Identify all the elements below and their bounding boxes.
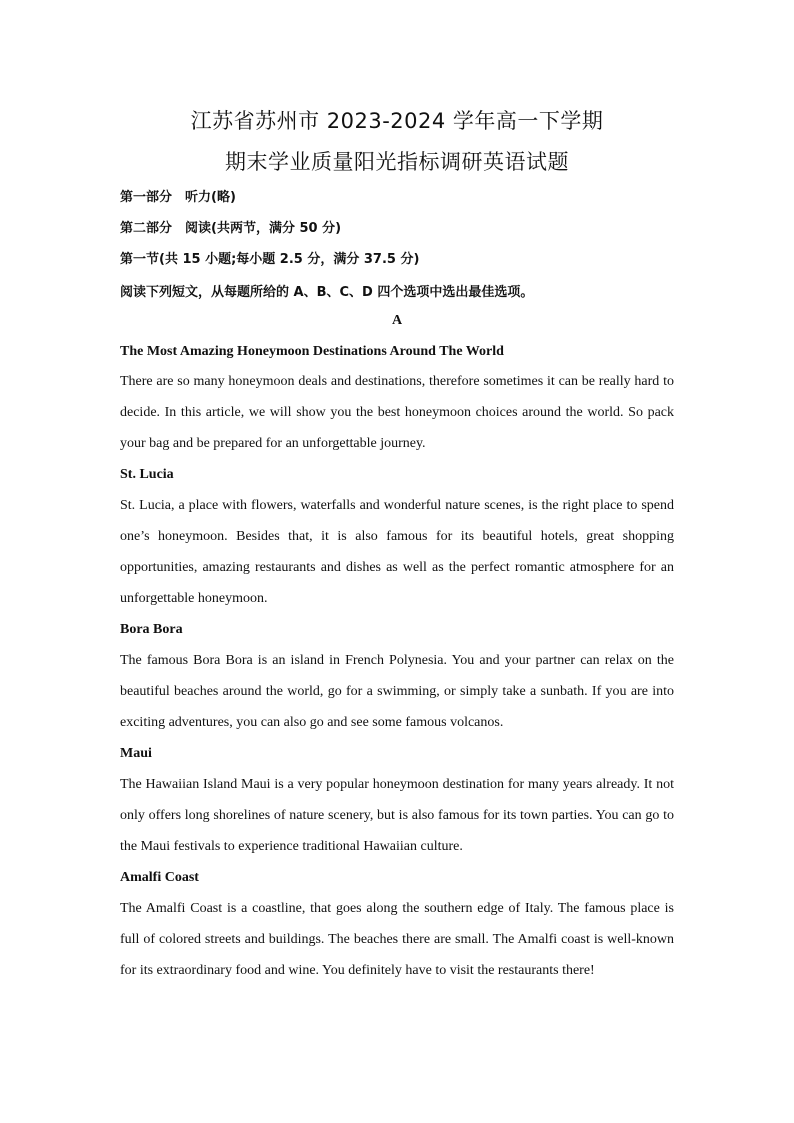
passage-intro: There are so many honeymoon deals and destinations, therefore sometimes it can be really hard to decide. In this article, we will show you the best honeymoon choices around the world. So pack your bag and be prepared for an unforgettable journey. bbox=[120, 374, 674, 451]
destination-heading: St. Lucia bbox=[120, 467, 174, 482]
exam-title-line1: 江苏省苏州市 2023-2024 学年高一下学期 bbox=[190, 109, 604, 133]
destination-text: The Amalfi Coast is a coastline, that goes along the southern edge of Italy. The famous place is full of colored streets and buildings. The beaches there are small. The Amalfi coast is well-known for its extraordinary food and wine. You definitely have to visit the restaurants there! bbox=[120, 901, 674, 978]
destination-heading: Amalfi Coast bbox=[120, 870, 199, 885]
part2-heading: 第二部分 阅读(共两节，满分 50 分) bbox=[120, 221, 342, 236]
destination-heading: Maui bbox=[120, 746, 152, 761]
passage-title: The Most Amazing Honeymoon Destinations Around The World bbox=[120, 344, 504, 359]
destination-heading: Bora Bora bbox=[120, 622, 183, 637]
passage-body bbox=[120, 366, 674, 986]
section1-heading: 第一节(共 15 小题;每小题 2.5 分，满分 37.5 分) bbox=[120, 252, 420, 267]
destination-text: St. Lucia, a place with flowers, waterfalls and wonderful nature scenes, is the right place to spend one’s honeymoon. Besides that, it is also famous for its beautiful hotels, great shopping opportunities, amazing restaurants and dishes as well as the perfect romantic atmosphere for an unforgettable honeymoon. bbox=[120, 498, 674, 606]
exam-title-line2: 期末学业质量阳光指标调研英语试题 bbox=[225, 150, 569, 174]
destination-text: The Hawaiian Island Maui is a very popular honeymoon destination for many years already. It not only offers long shorelines of nature scenery, but is also famous for its town parties. You can go to the Maui festivals to experience traditional Hawaiian culture. bbox=[120, 777, 674, 854]
passage-letter: A bbox=[391, 313, 403, 328]
part1-heading: 第一部分 听力(略) bbox=[120, 190, 236, 205]
reading-instruction: 阅读下列短文，从每题所给的 A、B、C、D 四个选项中选出最佳选项。 bbox=[120, 285, 534, 300]
destination-text: The famous Bora Bora is an island in French Polynesia. You and your partner can relax on the beautiful beaches around the world, go for a swimming, or simply take a sunbath. If you are into exciting adventures, you can also go and see some famous volcanos. bbox=[120, 653, 674, 730]
